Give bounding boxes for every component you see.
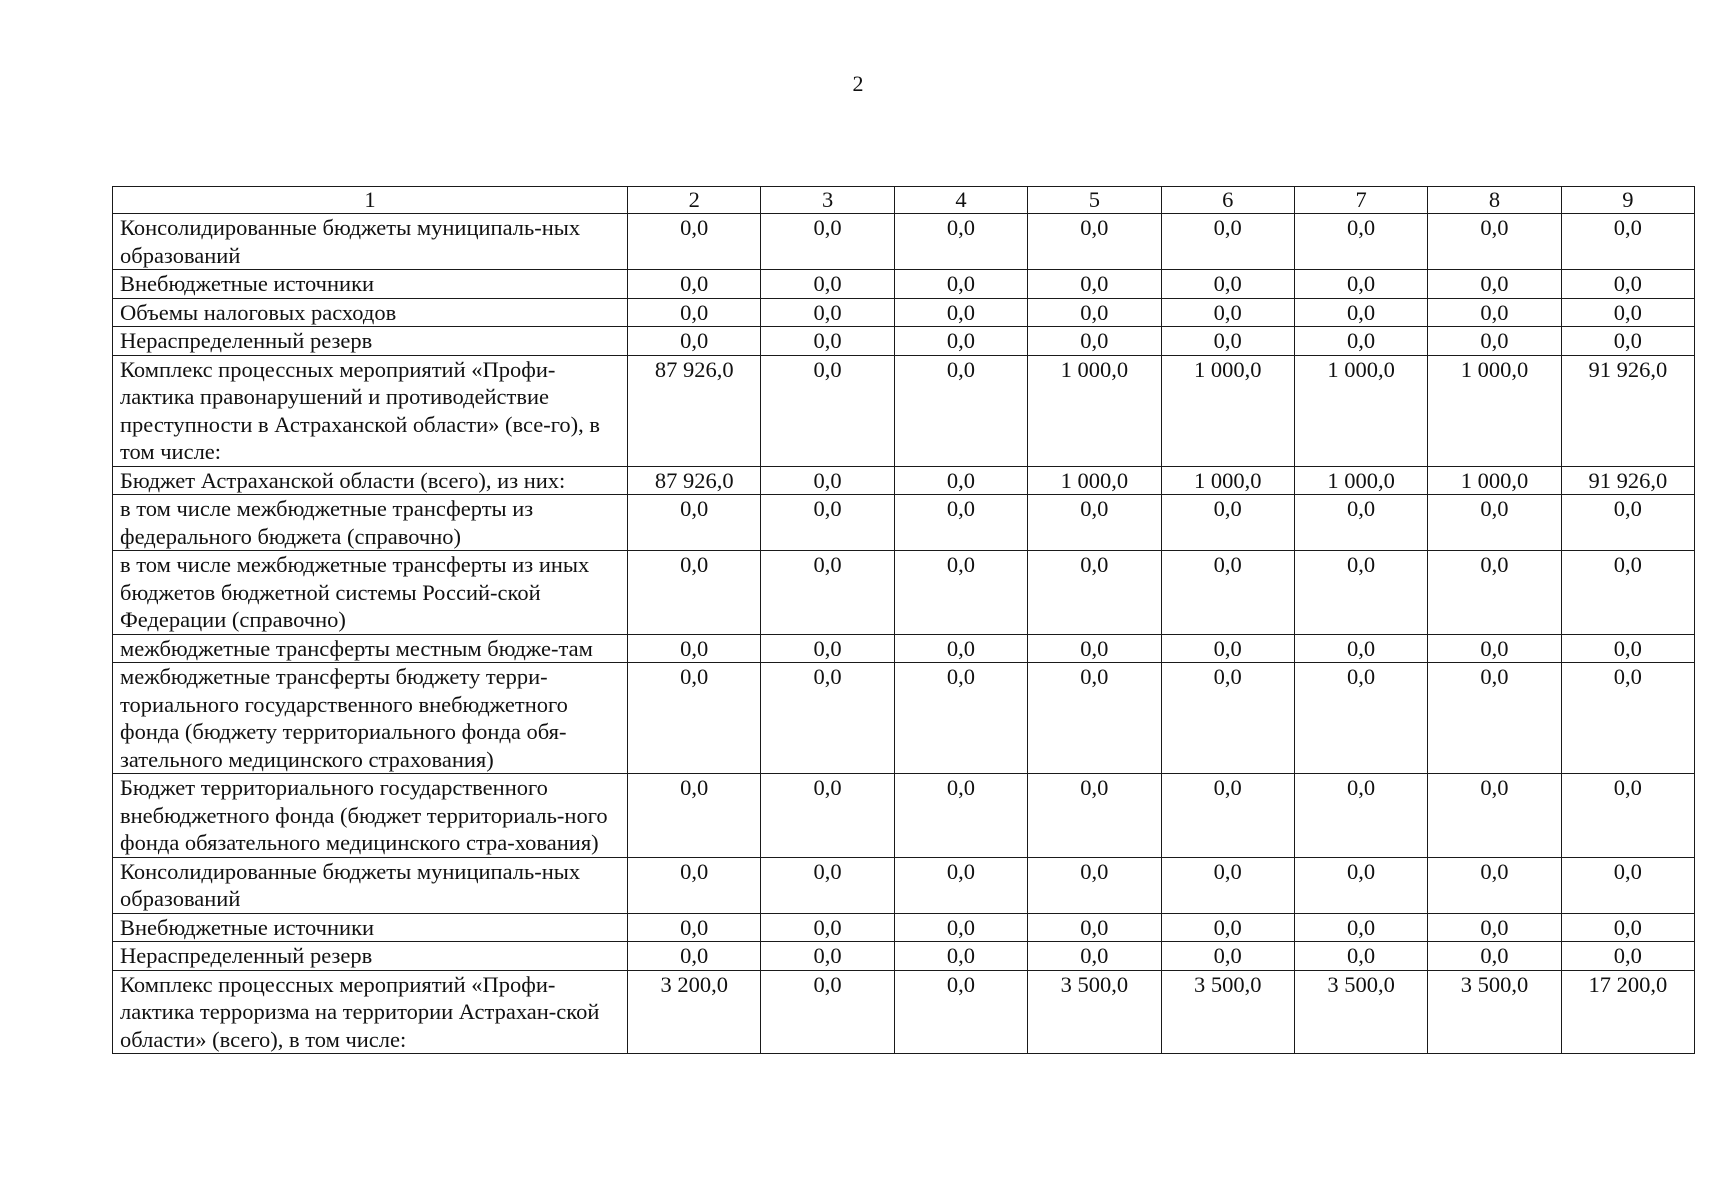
cell-value: 3 500,0 xyxy=(1161,970,1294,1054)
cell-value: 91 926,0 xyxy=(1561,466,1694,495)
cell-value: 0,0 xyxy=(894,913,1027,942)
cell-value: 0,0 xyxy=(1161,857,1294,913)
cell-value: 0,0 xyxy=(894,466,1027,495)
cell-value: 0,0 xyxy=(1561,327,1694,356)
cell-value: 0,0 xyxy=(1161,298,1294,327)
cell-value: 0,0 xyxy=(894,298,1027,327)
cell-value: 0,0 xyxy=(1428,634,1561,663)
cell-value: 0,0 xyxy=(1561,774,1694,858)
cell-value: 0,0 xyxy=(1294,913,1427,942)
table-row xyxy=(113,298,1695,327)
column-header-1: 1 xyxy=(113,187,628,214)
cell-value: 0,0 xyxy=(1294,942,1427,971)
cell-value: 0,0 xyxy=(628,857,761,913)
cell-value: 0,0 xyxy=(894,495,1027,551)
table-row xyxy=(113,942,1695,971)
cell-value: 0,0 xyxy=(1028,270,1161,299)
cell-value: 0,0 xyxy=(1161,663,1294,774)
cell-value: 0,0 xyxy=(894,970,1027,1054)
cell-value: 0,0 xyxy=(761,466,894,495)
cell-value: 0,0 xyxy=(1161,214,1294,270)
cell-value: 0,0 xyxy=(1428,298,1561,327)
cell-value: 0,0 xyxy=(1294,270,1427,299)
cell-value: 0,0 xyxy=(628,774,761,858)
cell-value: 1 000,0 xyxy=(1294,466,1427,495)
cell-value: 0,0 xyxy=(894,551,1027,635)
cell-value: 0,0 xyxy=(1561,913,1694,942)
cell-value: 0,0 xyxy=(1561,298,1694,327)
column-header-7: 7 xyxy=(1294,187,1427,214)
table-header xyxy=(113,187,1695,214)
cell-value: 87 926,0 xyxy=(628,355,761,466)
cell-value: 0,0 xyxy=(1294,551,1427,635)
cell-value: 3 500,0 xyxy=(1428,970,1561,1054)
cell-value: 0,0 xyxy=(894,214,1027,270)
cell-value: 3 500,0 xyxy=(1294,970,1427,1054)
cell-value: 1 000,0 xyxy=(1294,355,1427,466)
cell-value: 0,0 xyxy=(1028,634,1161,663)
cell-value: 0,0 xyxy=(894,942,1027,971)
cell-value: 1 000,0 xyxy=(1428,466,1561,495)
column-header-9: 9 xyxy=(1561,187,1694,214)
cell-value: 0,0 xyxy=(761,913,894,942)
cell-value: 0,0 xyxy=(1161,942,1294,971)
cell-value: 0,0 xyxy=(1561,270,1694,299)
table-row xyxy=(113,551,1695,635)
cell-value: 0,0 xyxy=(1428,857,1561,913)
cell-value: 0,0 xyxy=(628,214,761,270)
row-label: Бюджет территориального государственного внебюджетного фонда (бюджет территориаль-ного фонда обязательного медицинского стра-хования) xyxy=(113,774,628,858)
cell-value: 0,0 xyxy=(1294,634,1427,663)
column-header-4: 4 xyxy=(894,187,1027,214)
cell-value: 87 926,0 xyxy=(628,466,761,495)
cell-value: 0,0 xyxy=(1028,857,1161,913)
cell-value: 0,0 xyxy=(1428,495,1561,551)
cell-value: 0,0 xyxy=(628,327,761,356)
cell-value: 0,0 xyxy=(1161,774,1294,858)
cell-value: 3 200,0 xyxy=(628,970,761,1054)
cell-value: 0,0 xyxy=(1561,214,1694,270)
cell-value: 0,0 xyxy=(1561,634,1694,663)
cell-value: 0,0 xyxy=(894,774,1027,858)
cell-value: 0,0 xyxy=(894,857,1027,913)
cell-value: 0,0 xyxy=(1028,942,1161,971)
row-label: Комплекс процессных мероприятий «Профи-лактика терроризма на территории Астрахан-ской области» (всего), в том числе: xyxy=(113,970,628,1054)
table-row xyxy=(113,970,1695,1054)
table-row xyxy=(113,663,1695,774)
cell-value: 0,0 xyxy=(761,327,894,356)
cell-value: 0,0 xyxy=(894,270,1027,299)
cell-value: 0,0 xyxy=(1028,551,1161,635)
cell-value: 0,0 xyxy=(628,913,761,942)
cell-value: 0,0 xyxy=(628,551,761,635)
cell-value: 0,0 xyxy=(628,298,761,327)
cell-value: 0,0 xyxy=(1428,214,1561,270)
cell-value: 0,0 xyxy=(1028,495,1161,551)
budget-table xyxy=(112,186,1695,1054)
cell-value: 0,0 xyxy=(761,495,894,551)
cell-value: 0,0 xyxy=(761,298,894,327)
table-row xyxy=(113,774,1695,858)
header-row xyxy=(113,187,1695,214)
table-row xyxy=(113,857,1695,913)
cell-value: 0,0 xyxy=(628,634,761,663)
cell-value: 0,0 xyxy=(1428,270,1561,299)
cell-value: 1 000,0 xyxy=(1161,355,1294,466)
table-row xyxy=(113,270,1695,299)
table-row xyxy=(113,913,1695,942)
cell-value: 0,0 xyxy=(1294,857,1427,913)
cell-value: 0,0 xyxy=(1561,857,1694,913)
column-header-2: 2 xyxy=(628,187,761,214)
cell-value: 0,0 xyxy=(1294,298,1427,327)
row-label: Нераспределенный резерв xyxy=(113,942,628,971)
table-row xyxy=(113,327,1695,356)
cell-value: 17 200,0 xyxy=(1561,970,1694,1054)
cell-value: 0,0 xyxy=(894,634,1027,663)
cell-value: 0,0 xyxy=(1161,913,1294,942)
cell-value: 0,0 xyxy=(761,355,894,466)
page-number: 2 xyxy=(852,71,864,96)
cell-value: 0,0 xyxy=(1294,663,1427,774)
cell-value: 0,0 xyxy=(628,270,761,299)
row-label: Комплекс процессных мероприятий «Профи-лактика правонарушений и противодействие преступности в Астраханской области» (все-го), в том числе: xyxy=(113,355,628,466)
row-label: Внебюджетные источники xyxy=(113,270,628,299)
column-header-5: 5 xyxy=(1028,187,1161,214)
cell-value: 91 926,0 xyxy=(1561,355,1694,466)
cell-value: 0,0 xyxy=(1561,551,1694,635)
cell-value: 1 000,0 xyxy=(1028,466,1161,495)
column-header-3: 3 xyxy=(761,187,894,214)
cell-value: 0,0 xyxy=(1294,214,1427,270)
cell-value: 0,0 xyxy=(761,970,894,1054)
table-row xyxy=(113,466,1695,495)
cell-value: 0,0 xyxy=(1428,551,1561,635)
cell-value: 0,0 xyxy=(761,942,894,971)
cell-value: 0,0 xyxy=(1161,634,1294,663)
cell-value: 0,0 xyxy=(761,634,894,663)
cell-value: 0,0 xyxy=(1428,913,1561,942)
cell-value: 1 000,0 xyxy=(1428,355,1561,466)
row-label: Консолидированные бюджеты муниципаль-ных образований xyxy=(113,214,628,270)
cell-value: 0,0 xyxy=(1161,270,1294,299)
row-label: Нераспределенный резерв xyxy=(113,327,628,356)
cell-value: 0,0 xyxy=(1028,663,1161,774)
cell-value: 0,0 xyxy=(1028,214,1161,270)
cell-value: 0,0 xyxy=(1561,495,1694,551)
cell-value: 3 500,0 xyxy=(1028,970,1161,1054)
column-header-6: 6 xyxy=(1161,187,1294,214)
cell-value: 0,0 xyxy=(894,663,1027,774)
cell-value: 0,0 xyxy=(1428,327,1561,356)
row-label: Внебюджетные источники xyxy=(113,913,628,942)
cell-value: 0,0 xyxy=(761,663,894,774)
cell-value: 1 000,0 xyxy=(1028,355,1161,466)
cell-value: 0,0 xyxy=(628,495,761,551)
cell-value: 1 000,0 xyxy=(1161,466,1294,495)
cell-value: 0,0 xyxy=(1561,663,1694,774)
cell-value: 0,0 xyxy=(894,355,1027,466)
cell-value: 0,0 xyxy=(761,774,894,858)
table-row xyxy=(113,634,1695,663)
cell-value: 0,0 xyxy=(1294,327,1427,356)
cell-value: 0,0 xyxy=(1294,495,1427,551)
cell-value: 0,0 xyxy=(1028,774,1161,858)
cell-value: 0,0 xyxy=(1561,942,1694,971)
cell-value: 0,0 xyxy=(1428,663,1561,774)
row-label: в том числе межбюджетные трансферты из иных бюджетов бюджетной системы Россий-ской Федерации (справочно) xyxy=(113,551,628,635)
table-row xyxy=(113,495,1695,551)
cell-value: 0,0 xyxy=(894,327,1027,356)
row-label: Консолидированные бюджеты муниципаль-ных образований xyxy=(113,857,628,913)
cell-value: 0,0 xyxy=(628,663,761,774)
cell-value: 0,0 xyxy=(1294,774,1427,858)
table-body xyxy=(113,214,1695,1054)
cell-value: 0,0 xyxy=(1028,913,1161,942)
cell-value: 0,0 xyxy=(1028,298,1161,327)
cell-value: 0,0 xyxy=(1161,495,1294,551)
cell-value: 0,0 xyxy=(1161,551,1294,635)
row-label: межбюджетные трансферты бюджету терри-ториального государственного внебюджетного фонда (бюджету территориального фонда обя-зательного медицинского страхования) xyxy=(113,663,628,774)
cell-value: 0,0 xyxy=(1428,942,1561,971)
row-label: межбюджетные трансферты местным бюдже-там xyxy=(113,634,628,663)
cell-value: 0,0 xyxy=(761,214,894,270)
cell-value: 0,0 xyxy=(1428,774,1561,858)
table-row xyxy=(113,355,1695,466)
row-label: Бюджет Астраханской области (всего), из них: xyxy=(113,466,628,495)
cell-value: 0,0 xyxy=(761,270,894,299)
cell-value: 0,0 xyxy=(628,942,761,971)
table-row xyxy=(113,214,1695,270)
column-header-8: 8 xyxy=(1428,187,1561,214)
row-label: Объемы налоговых расходов xyxy=(113,298,628,327)
cell-value: 0,0 xyxy=(1028,327,1161,356)
cell-value: 0,0 xyxy=(761,551,894,635)
cell-value: 0,0 xyxy=(761,857,894,913)
cell-value: 0,0 xyxy=(1161,327,1294,356)
row-label: в том числе межбюджетные трансферты из федерального бюджета (справочно) xyxy=(113,495,628,551)
